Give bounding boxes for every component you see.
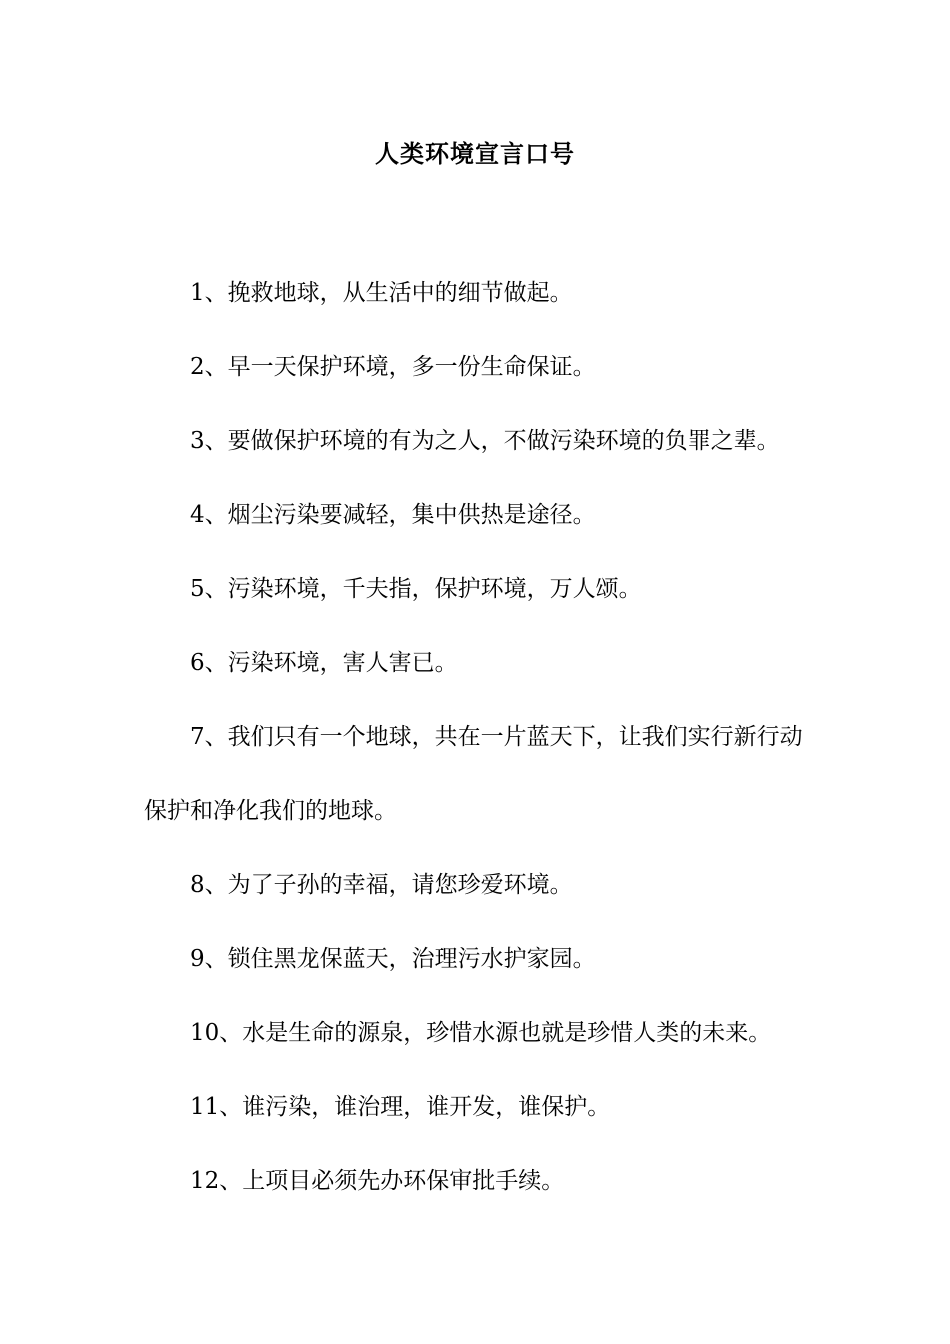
slogan-item: 5、污染环境，千夫指，保护环境，万人颂。: [190, 576, 642, 602]
slogan-list: [144, 256, 808, 1218]
slogan-item: 10、水是生命的源泉，珍惜水源也就是珍惜人类的未来。: [190, 1020, 772, 1046]
slogan-item: 2、早一天保护环境，多一份生命保证。: [190, 354, 596, 380]
slogan-item: 3、要做保护环境的有为之人，不做污染环境的负罪之辈。: [190, 428, 780, 454]
slogan-item: 7、我们只有一个地球，共在一片蓝天下，让我们实行新行动保护和净化我们的地球。: [144, 724, 803, 824]
document-title: 人类环境宣言口号: [375, 139, 575, 168]
slogan-item: 11、谁污染，谁治理，谁开发，谁保护。: [190, 1094, 611, 1120]
slogan-item: 1、挽救地球，从生活中的细节做起。: [190, 280, 573, 306]
slogan-item: 4、烟尘污染要减轻，集中供热是途径。: [190, 502, 596, 528]
slogan-item: 8、为了子孙的幸福，请您珍爱环境。: [190, 872, 573, 898]
slogan-item: 12、上项目必须先办环保审批手续。: [190, 1168, 565, 1194]
slogan-item: 6、污染环境，害人害已。: [190, 650, 458, 676]
slogan-item: 9、锁住黑龙保蓝天，治理污水护家园。: [190, 946, 596, 972]
